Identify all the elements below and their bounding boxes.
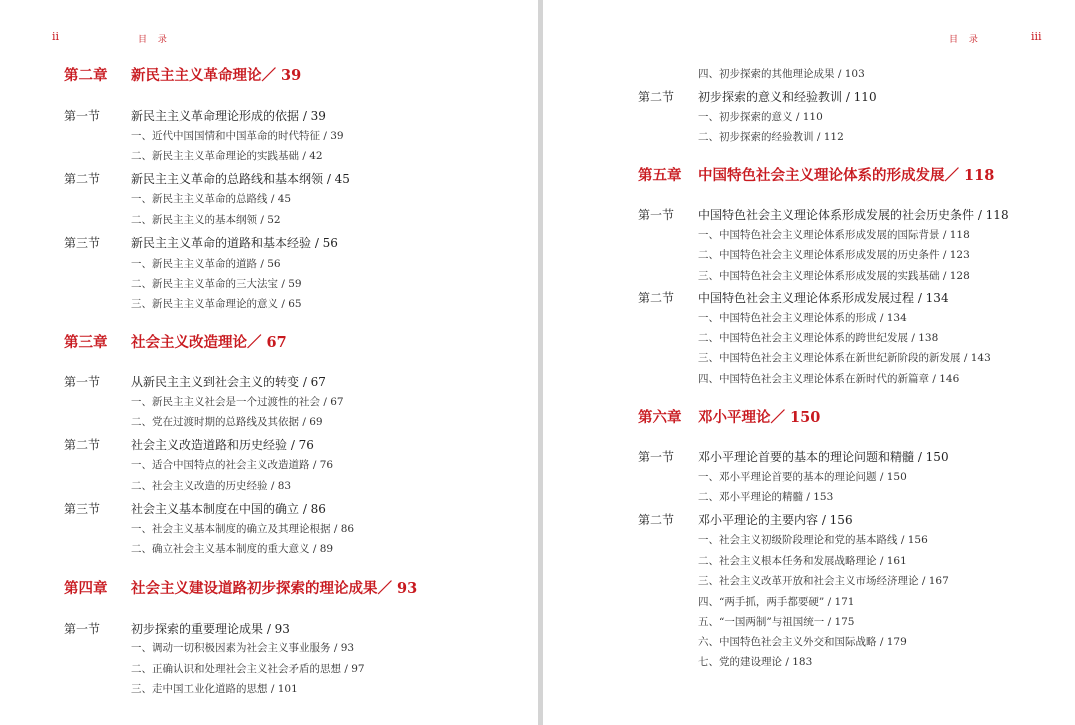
toc-item: 二、社会主义根本任务和发展战略理论 / 161 [698, 555, 907, 567]
toc-item: 二、中国特色社会主义理论体系的跨世纪发展 / 138 [698, 332, 939, 344]
section-number: 第一节 [638, 450, 675, 464]
section-number: 第二节 [64, 172, 101, 186]
toc-section [64, 373, 326, 390]
toc-item: 一、新民主主义社会是一个过渡性的社会 / 67 [131, 396, 344, 408]
toc-item: 二、中国特色社会主义理论体系形成发展的历史条件 / 123 [698, 249, 970, 261]
toc-item: 一、社会主义初级阶段理论和党的基本路线 / 156 [698, 534, 928, 546]
toc-section [638, 206, 1009, 223]
toc-item: 二、新民主主义革命理论的实践基础 / 42 [131, 150, 323, 162]
toc-item: 二、邓小平理论的精髓 / 153 [698, 491, 834, 503]
section-number: 第一节 [638, 208, 675, 222]
toc-item: 一、初步探索的意义 / 110 [698, 111, 823, 123]
page-number: ii [52, 30, 60, 43]
section-number: 第三节 [64, 502, 101, 516]
toc-chapter [638, 406, 820, 427]
toc-item: 一、近代中国国情和中国革命的时代特征 / 39 [131, 130, 344, 142]
section-title: 新民主主义革命的道路和基本经验 / 56 [131, 236, 338, 250]
page-number: iii [1031, 30, 1042, 43]
toc-item: 四、“两手抓，两手都要硬” / 171 [698, 596, 855, 608]
toc-item: 四、初步探索的其他理论成果 / 103 [698, 68, 865, 80]
toc-item: 六、中国特色社会主义外交和国际战略 / 179 [698, 636, 907, 648]
toc-section [638, 88, 877, 105]
toc-item: 二、社会主义改造的历史经验 / 83 [131, 480, 292, 492]
toc-item: 一、中国特色社会主义理论体系形成发展的国际背景 / 118 [698, 229, 970, 241]
section-title: 中国特色社会主义理论体系形成发展过程 / 134 [698, 291, 949, 305]
toc-item: 一、新民主主义革命的总路线 / 45 [131, 193, 292, 205]
running-head: 目 录 [138, 35, 171, 45]
toc-item: 三、中国特色社会主义理论体系在新世纪新阶段的新发展 / 143 [698, 352, 991, 364]
toc-item: 三、新民主主义革命理论的意义 / 65 [131, 298, 302, 310]
section-number: 第二节 [638, 513, 675, 527]
toc-item: 二、党在过渡时期的总路线及其依据 / 69 [131, 416, 323, 428]
section-number: 第二节 [64, 438, 101, 452]
chapter-title: 社会主义建设道路初步探索的理论成果／ 93 [131, 580, 418, 597]
toc-item: 二、正确认识和处理社会主义社会矛盾的思想 / 97 [131, 663, 365, 675]
toc-section [64, 620, 290, 637]
running-head: 目 录 [949, 35, 982, 45]
chapter-number: 第四章 [64, 580, 108, 597]
chapter-title: 社会主义改造理论／ 67 [131, 334, 287, 351]
toc-section [64, 170, 350, 187]
toc-item: 一、社会主义基本制度的确立及其理论根据 / 86 [131, 523, 355, 535]
toc-item: 七、党的建设理论 / 183 [698, 656, 813, 668]
chapter-number: 第六章 [638, 409, 682, 426]
toc-item: 一、中国特色社会主义理论体系的形成 / 134 [698, 312, 907, 324]
toc-chapter [64, 331, 287, 352]
toc-chapter [638, 164, 994, 185]
toc-item: 三、社会主义改革开放和社会主义市场经济理论 / 167 [698, 575, 949, 587]
section-title: 邓小平理论的主要内容 / 156 [698, 513, 853, 527]
section-title: 初步探索的重要理论成果 / 93 [131, 622, 290, 636]
chapter-number: 第二章 [64, 67, 108, 84]
toc-item: 一、适合中国特点的社会主义改造道路 / 76 [131, 459, 334, 471]
chapter-number: 第三章 [64, 334, 108, 351]
section-title: 邓小平理论首要的基本的理论问题和精髓 / 150 [698, 450, 949, 464]
toc-section [64, 500, 326, 517]
section-title: 中国特色社会主义理论体系形成发展的社会历史条件 / 118 [698, 208, 1009, 222]
section-title: 社会主义改造道路和历史经验 / 76 [131, 438, 314, 452]
toc-item: 二、新民主主义的基本纲领 / 52 [131, 214, 281, 226]
toc-item: 一、调动一切积极因素为社会主义事业服务 / 93 [131, 642, 355, 654]
toc-item: 一、邓小平理论首要的基本的理论问题 / 150 [698, 471, 907, 483]
toc-section [64, 107, 326, 124]
chapter-title: 中国特色社会主义理论体系的形成发展／ 118 [698, 167, 995, 184]
toc-item: 三、走中国工业化道路的思想 / 101 [131, 683, 298, 695]
toc-item: 三、中国特色社会主义理论体系形成发展的实践基础 / 128 [698, 270, 970, 282]
section-number: 第一节 [64, 375, 101, 389]
toc-item: 五、“一国两制”与祖国统一 / 175 [698, 616, 855, 628]
section-number: 第二节 [638, 291, 675, 305]
toc-section [638, 289, 949, 306]
toc-chapter [64, 577, 417, 598]
section-number: 第一节 [64, 109, 101, 123]
toc-item: 二、初步探索的经验教训 / 112 [698, 131, 844, 143]
toc-item: 四、中国特色社会主义理论体系在新时代的新篇章 / 146 [698, 373, 960, 385]
toc-section [638, 448, 949, 465]
chapter-number: 第五章 [638, 167, 682, 184]
section-title: 初步探索的意义和经验教训 / 110 [698, 90, 877, 104]
section-number: 第三节 [64, 236, 101, 250]
right-page [543, 0, 1075, 725]
toc-section [64, 234, 338, 251]
section-title: 社会主义基本制度在中国的确立 / 86 [131, 502, 326, 516]
toc-section [638, 511, 853, 528]
toc-chapter [64, 64, 301, 85]
section-title: 新民主主义革命的总路线和基本纲领 / 45 [131, 172, 350, 186]
section-title: 新民主主义革命理论形成的依据 / 39 [131, 109, 326, 123]
toc-item: 一、新民主主义革命的道路 / 56 [131, 258, 281, 270]
chapter-title: 新民主主义革命理论／ 39 [131, 67, 302, 84]
section-number: 第一节 [64, 622, 101, 636]
toc-section [64, 436, 314, 453]
section-number: 第二节 [638, 90, 675, 104]
section-title: 从新民主主义到社会主义的转变 / 67 [131, 375, 326, 389]
toc-item: 二、确立社会主义基本制度的重大意义 / 89 [131, 543, 334, 555]
toc-item: 二、新民主主义革命的三大法宝 / 59 [131, 278, 302, 290]
chapter-title: 邓小平理论／ 150 [698, 409, 821, 426]
